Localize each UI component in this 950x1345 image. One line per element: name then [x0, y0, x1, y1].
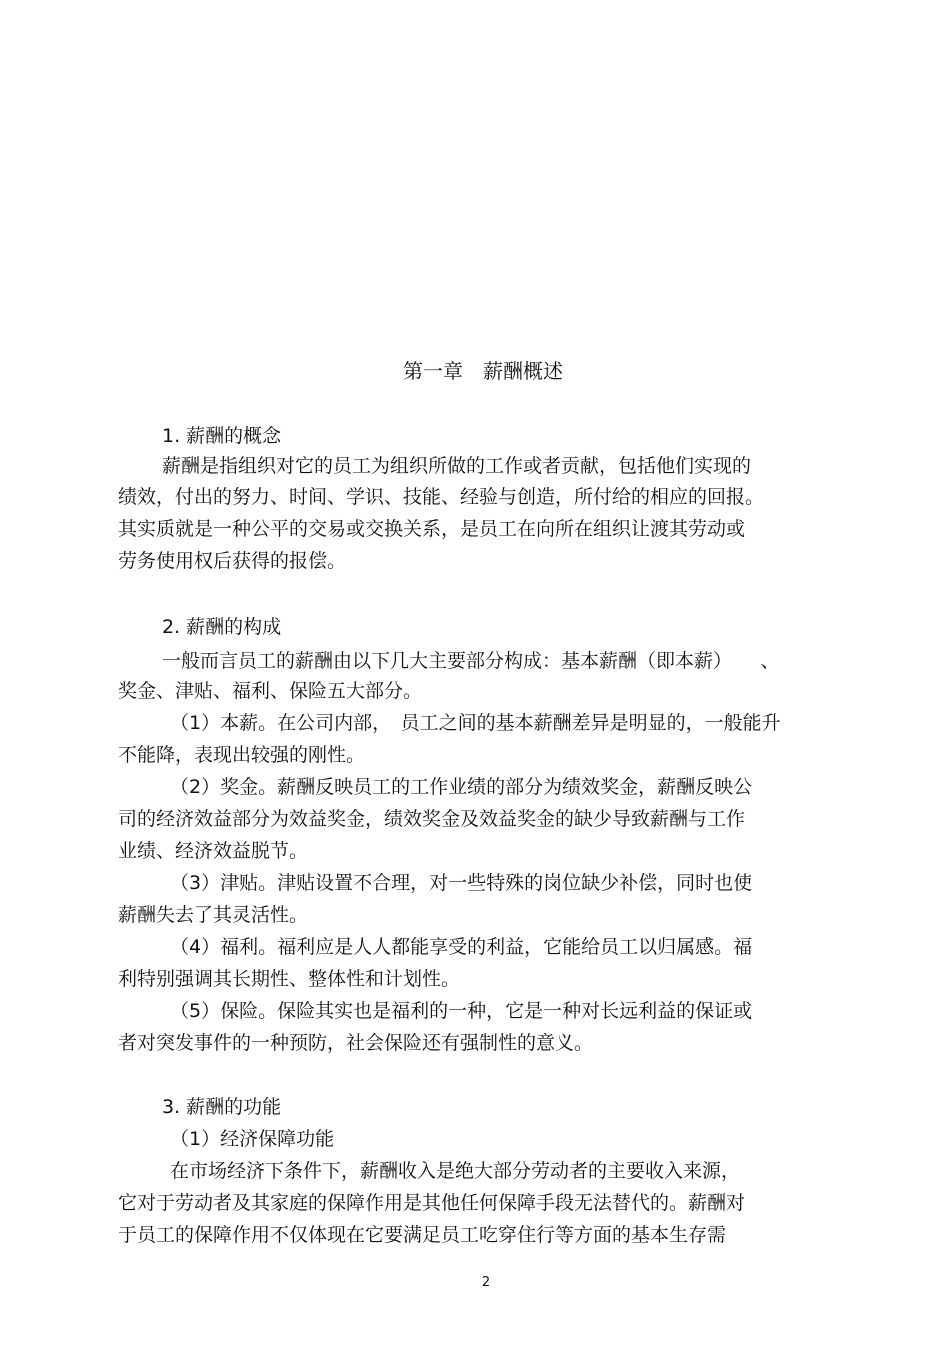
section-heading: 2. 薪酬的构成 [162, 616, 282, 638]
list-item-line: 者对突发事件的一种预防，社会保险还有强制性的意义。 [118, 1032, 594, 1054]
list-item-line: 利特别强调其长期性、整体性和计划性。 [118, 968, 461, 990]
paragraph-line: 其实质就是一种公平的交易或交换关系，是员工在向所在组织让渡其劳动或 [118, 518, 746, 540]
list-item-line: （4）福利。福利应是人人都能享受的利益，它能给员工以归属感。福 [170, 936, 753, 958]
list-item-line: （1）本薪。在公司内部， 员工之间的基本薪酬差异是明显的，一般能升 [170, 712, 781, 734]
paragraph-line: 它对于劳动者及其家庭的保障作用是其他任何保障手段无法替代的。薪酬对 [118, 1192, 746, 1214]
paragraph-line: 奖金、津贴、福利、保险五大部分。 [118, 680, 423, 702]
paragraph-line: 在市场经济下条件下，薪酬收入是绝大部分劳动者的主要收入来源， [170, 1160, 741, 1182]
section-heading: 1. 薪酬的概念 [162, 425, 282, 447]
list-item-line: （2）奖金。薪酬反映员工的工作业绩的部分为绩效奖金，薪酬反映公 [170, 776, 753, 798]
paragraph-line: 薪酬是指组织对它的员工为组织所做的工作或者贡献，包括他们实现的 [162, 455, 752, 477]
section-heading: 3. 薪酬的功能 [162, 1096, 282, 1118]
paragraph-line: 劳务使用权后获得的报偿。 [118, 550, 347, 572]
list-item-line: 司的经济效益部分为效益奖金，绩效奖金及效益奖金的缺少导致薪酬与工作 [118, 808, 746, 830]
list-item-line: 不能降，表现出较强的刚性。 [118, 744, 366, 766]
list-item-line: 业绩、经济效益脱节。 [118, 840, 309, 862]
paragraph-line: 一般而言员工的薪酬由以下几大主要部分构成：基本薪酬（即本薪） 、 [162, 650, 780, 672]
paragraph-line: 绩效，付出的努力、时间、学识、技能、经验与创造，所付给的相应的回报。 [118, 486, 765, 508]
subsection-heading: （1）经济保障功能 [170, 1128, 335, 1150]
list-item-line: 薪酬失去了其灵活性。 [118, 904, 309, 926]
chapter-title: 第一章 薪酬概述 [403, 359, 563, 383]
paragraph-line: 于员工的保障作用不仅体现在它要满足员工吃穿住行等方面的基本生存需 [118, 1224, 727, 1246]
list-item-line: （5）保险。保险其实也是福利的一种，它是一种对长远利益的保证或 [170, 1000, 753, 1022]
list-item-line: （3）津贴。津贴设置不合理，对一些特殊的岗位缺少补偿，同时也使 [170, 872, 753, 894]
page-number: 2 [481, 1275, 491, 1290]
